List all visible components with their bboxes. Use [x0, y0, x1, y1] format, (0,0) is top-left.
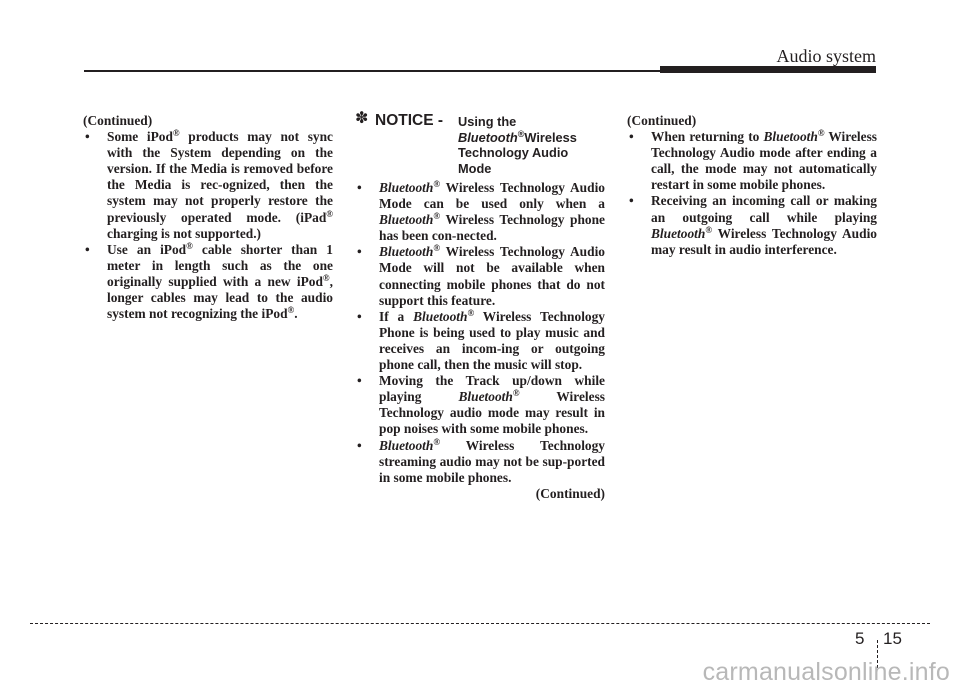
- chapter-number: 5: [855, 629, 865, 648]
- bullet-list: [627, 129, 877, 258]
- list-item: • Bluetooth® Wireless Technology Audio Mode can be used only when a Bluetooth® Wireless Technology phone has been con-nected.: [355, 180, 605, 244]
- watermark: carmanualsonline.info: [702, 658, 950, 686]
- page-number: 15: [883, 629, 902, 648]
- list-item: • Some iPod® products may not sync with the System depending on the version. If the Media is removed before the Media is rec-ognized, then the system may not properly restore the previously operated mode. (iPad® charging is not supported.): [83, 129, 333, 242]
- list-item: • Use an iPod® cable shorter than 1 meter in length such as the one originally supplied with a new iPod®, longer cables may lead to the audio system not recognizing the iPod®.: [83, 242, 333, 322]
- column-2: [355, 110, 606, 502]
- column-1: [83, 113, 333, 322]
- continued-label: (Continued): [83, 113, 153, 128]
- list-item: • Moving the Track up/down while playing Bluetooth® Wireless Technology audio mode may result in pop noises with some mobile phones.: [355, 373, 605, 437]
- notice-subject: Using the Bluetooth®Wireless Technology Audio Mode: [458, 114, 577, 176]
- bullet-list: [83, 129, 333, 322]
- list-item: • When returning to Bluetooth® Wireless Technology Audio mode after ending a call, the mode may not automatically restart in some mobile phones.: [627, 129, 877, 193]
- notice-star-icon: ✽: [355, 110, 369, 127]
- section-title: Audio system: [776, 46, 876, 66]
- header-rule-bar: [660, 66, 876, 73]
- column-3: [627, 113, 877, 258]
- notice-heading: [355, 110, 605, 176]
- continued-label: (Continued): [627, 113, 697, 128]
- notice-label: NOTICE -: [375, 112, 444, 129]
- list-item: • Bluetooth® Wireless Technology streaming audio may not be sup-ported in some mobile phones.: [355, 438, 605, 486]
- header-rule: [84, 70, 660, 72]
- continued-label: (Continued): [535, 485, 605, 501]
- bullet-list: [355, 180, 605, 486]
- list-item: • Receiving an incoming call or making an outgoing call while playing Bluetooth® Wireless Technology Audio may result in audio interference.: [627, 193, 877, 257]
- footer-rule: [30, 623, 930, 624]
- list-item: • Bluetooth® Wireless Technology Audio Mode will not be available when connecting mobile phones that do not support this feature.: [355, 244, 605, 308]
- list-item: • If a Bluetooth® Wireless Technology Phone is being used to play music and receives an incom-ing or outgoing phone call, then the music will stop.: [355, 309, 605, 373]
